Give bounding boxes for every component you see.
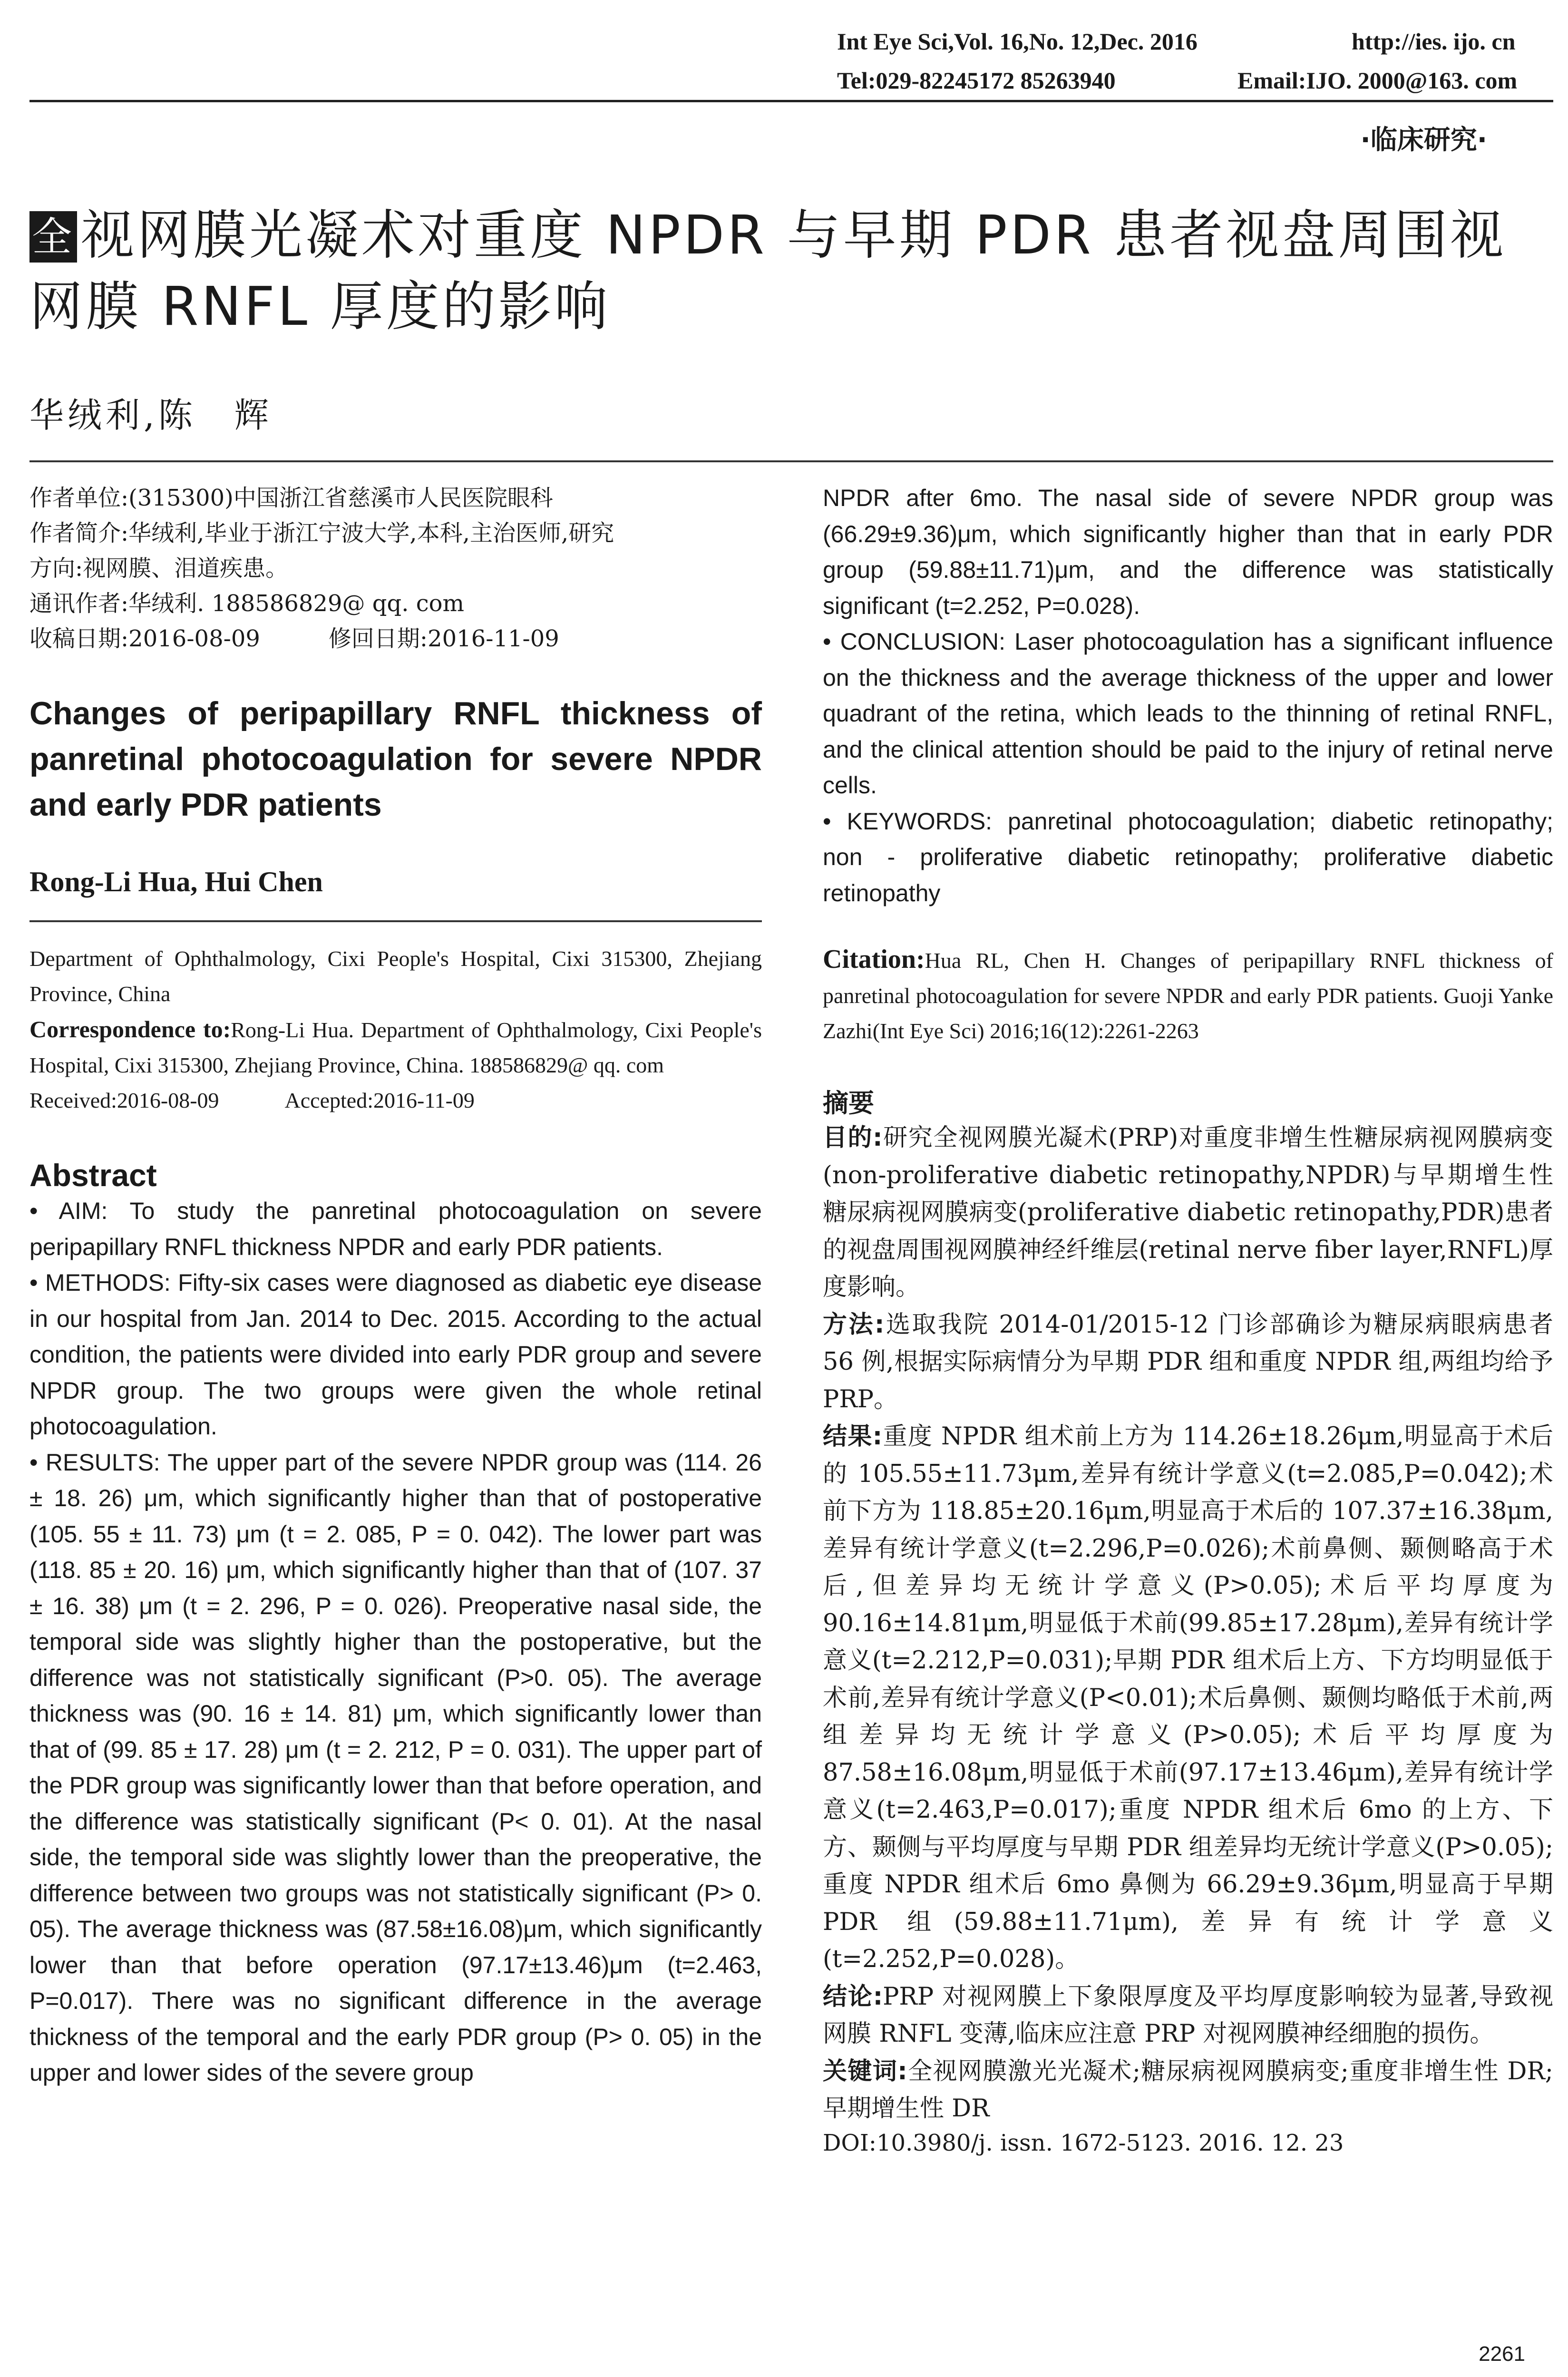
- zh-keywords-label: 关键词:: [823, 2057, 907, 2085]
- chinese-abstract-heading: 摘要: [823, 1088, 874, 1118]
- title-rule: [29, 460, 1553, 462]
- corresponding-author: 通讯作者:华绒利. 188586829@ qq. com: [29, 590, 465, 617]
- author-bio: 作者简介:华绒利,毕业于浙江宁波大学,本科,主治医师,研究: [29, 520, 614, 546]
- journal-url[interactable]: http://ies. ijo. cn: [1352, 28, 1516, 55]
- page-number: 2261: [1479, 2342, 1525, 2366]
- correspondence: [29, 1012, 762, 1083]
- zh-results-label: 结果:: [823, 1422, 883, 1451]
- journal-tel: Tel:029-82245172 85263940: [837, 67, 1116, 94]
- zh-methods-label: 方法:: [823, 1310, 885, 1339]
- abstract-continued: [823, 480, 1553, 911]
- english-title: Changes of peripapillary RNFL thickness of panretinal photocoagulation for severe NPDR and early PDR patients: [29, 695, 762, 823]
- zh-methods-text: 选取我院 2014-01/2015-12 门诊部确诊为糖尿病眼病患者 56 例,根据实际病情分为早期 PDR 组和重度 NPDR 组,两组均给予 PRP。: [823, 1310, 1553, 1413]
- zh-methods: [823, 1306, 1553, 1419]
- abstract-heading: Abstract: [29, 1158, 157, 1193]
- abstract-body: [29, 1193, 762, 2091]
- zh-conclusion-label: 结论:: [823, 1982, 883, 2011]
- zh-results-text: 重度 NPDR 组术前上方为 114.26±18.26μm,明显高于术后的 105.55±11.73μm,差异有统计学意义(t=2.085,P=0.042);术前下方为 118.85±20.16μm,明显高于术后的 107.37±16.38μm,差异有统计学意义(t=2.296,P=0.026);术前鼻侧、颞侧略高于术后,但差异均无统计学意义(P>0.05);术后平均厚度为 90.16±14.81μm,明显低于术前(99.85±17.28μm),差异有统计学意义(t=2.212,P=0.031);早期 PDR 组术后上方、下方均明显低于术前,差异有统计学意义(P<0.01);术后鼻侧、颞侧均略低于术前,两组差异均无统计学意义(P>0.05);术后平均厚度为 87.58±16.08μm,明显低于术前(97.17±13.46μm),差异有统计学意义(t=2.463,P=0.017);重度 NPDR 组术后 6mo 的上方、下方、颞侧与平均厚度与早期 PDR 组差异均无统计学意义(P>0.05);重度 NPDR 组术后 6mo 鼻侧为 66.29±9.36μm,明显高于早期 PDR 组(59.88±11.71μm),差异有统计学意义(t=2.252,P=0.028)。: [823, 1422, 1553, 1973]
- citation-block: [823, 942, 1553, 1049]
- left-column: [29, 480, 762, 2091]
- abstract-keywords: • KEYWORDS: panretinal photocoagulation; diabetic retinopathy; non - proliferative diabetic retinopathy; proliferative diabetic retinopathy: [823, 808, 1553, 906]
- title-text: 视网膜光凝术对重度 NPDR 与早期 PDR 患者视盘周围视网膜 RNFL 厚度的影响: [29, 205, 1507, 338]
- header-rule: [29, 100, 1553, 102]
- running-header: [0, 0, 1568, 109]
- zh-aim-text: 研究全视网膜光凝术(PRP)对重度非增生性糖尿病视网膜病变(non-proliferative diabetic retinopathy,NPDR)与早期增生性糖尿病视网膜病变(proliferative diabetic retinopathy,PDR)患者的视盘周围视网膜神经纤维层(retinal nerve fiber layer,RNFL)厚度影响。: [823, 1124, 1554, 1301]
- correspondence-text: Rong-Li Hua. Department of Ophthalmology, Cixi People's Hospital, Cixi 315300, Zhejiang Province, China. 188586829@ qq. com: [29, 1018, 762, 1077]
- affiliation-block: [29, 941, 762, 1118]
- affiliation: Department of Ophthalmology, Cixi People's Hospital, Cixi 315300, Zhejiang Province, China: [29, 946, 762, 1006]
- zh-results: [823, 1418, 1553, 1978]
- author-rule: [29, 920, 762, 922]
- author-unit: 作者单位:(315300)中国浙江省慈溪市人民医院眼科: [29, 485, 553, 511]
- doi[interactable]: DOI:10.3980/j. issn. 1672-5123. 2016. 12. 23: [823, 2129, 1344, 2156]
- abstract-results: • RESULTS: The upper part of the severe NPDR group was (114. 26 ± 18. 26) μm, which significantly higher than that of postoperative (105. 55 ± 11. 73) μm (t = 2. 085, P = 0. 042). The lower part was (118. 85 ± 20. 16) μm, which significantly higher than that of (107. 37 ± 16. 38) μm (t = 2. 296, P = 0. 026). Preoperative nasal side, the temporal side was slightly higher than the postoperative, but the difference was not statistically significant (P>0. 05). The average thickness was (90. 16 ± 14. 81) μm, which significantly lower than that of (99. 85 ± 17. 28) μm (t = 2. 212, P = 0. 031). The upper part of the PDR group was significantly lower than that before operation, and the difference was statistically significant (P< 0. 01). At the nasal side, the temporal side was slightly lower than the preoperative, the difference between two groups was not statistically significant (P> 0. 05). The average thickness was (87.58±16.08)μm, which significantly lower than that before operation (97.17±13.46)μm (t=2.463, P=0.017). There was no significant difference in the average thickness of the temporal and the early PDR group (P> 0. 05) in the upper and lower sides of the severe group: [29, 1449, 762, 2086]
- dates-zh: 收稿日期:2016-08-09 修回日期:2016-11-09: [29, 625, 559, 652]
- title-badge: 全: [29, 211, 77, 263]
- zh-keywords: [823, 2053, 1553, 2128]
- abstract-methods: • METHODS: Fifty-six cases were diagnosed as diabetic eye disease in our hospital from Jan. 2014 to Dec. 2015. According to the actual condition, the patients were divided into early PDR group and severe NPDR group. The two groups were given the whole retinal photocoagulation.: [29, 1269, 762, 1440]
- zh-keywords-text: 全视网膜激光光凝术;糖尿病视网膜病变;重度非增生性 DR;早期增生性 DR: [823, 2057, 1553, 2123]
- citation-label: Citation:: [823, 945, 925, 974]
- journal-info: Int Eye Sci,Vol. 16,No. 12,Dec. 2016: [837, 28, 1198, 55]
- correspondence-label: Correspondence to:: [29, 1016, 231, 1042]
- author-bio-cont: 方向:视网膜、泪道疾患。: [29, 555, 289, 582]
- zh-conclusion-text: PRP 对视网膜上下象限厚度及平均厚度影响较为显著,导致视网膜 RNFL 变薄,临床应注意 PRP 对视网膜神经细胞的损伤。: [823, 1982, 1553, 2048]
- zh-conclusion: [823, 1978, 1553, 2053]
- article-title: [29, 200, 1547, 342]
- abstract-results-cont: NPDR after 6mo. The nasal side of severe NPDR group was (66.29±9.36)μm, which significantly higher than that in early PDR group (59.88±11.71)μm, and the difference was statistically significant (t=2.252, P=0.028).: [823, 485, 1553, 619]
- zh-aim: [823, 1120, 1553, 1306]
- zh-aim-label: 目的:: [823, 1124, 883, 1152]
- abstract-conclusion: • CONCLUSION: Laser photocoagulation has a significant influence on the thickness and the average thickness of the upper and lower quadrant of the retina, which leads to the thinning of retinal RNFL, and the clinical attention should be paid to the injury of retinal nerve cells.: [823, 628, 1553, 799]
- abstract-aim: • AIM: To study the panretinal photocoagulation on severe peripapillary RNFL thickness NPDR and early PDR patients.: [29, 1198, 762, 1260]
- journal-email: Email:IJO. 2000@163. com: [1237, 67, 1518, 94]
- received-accepted: Received:2016-08-09 Accepted:2016-11-09: [29, 1088, 475, 1112]
- right-column: [823, 480, 1553, 2156]
- citation-text: Hua RL, Chen H. Changes of peripapillary RNFL thickness of panretinal photocoagulation for severe NPDR and early PDR patients. Guoji Yanke Zazhi(Int Eye Sci) 2016;16(12):2261-2263: [823, 948, 1553, 1043]
- authors-chinese: 华绒利,陈 辉: [29, 395, 273, 435]
- author-info: [29, 480, 762, 656]
- english-authors: Rong-Li Hua, Hui Chen: [29, 866, 323, 897]
- section-label: ·临床研究·: [1360, 125, 1487, 156]
- chinese-abstract: [823, 1120, 1553, 2128]
